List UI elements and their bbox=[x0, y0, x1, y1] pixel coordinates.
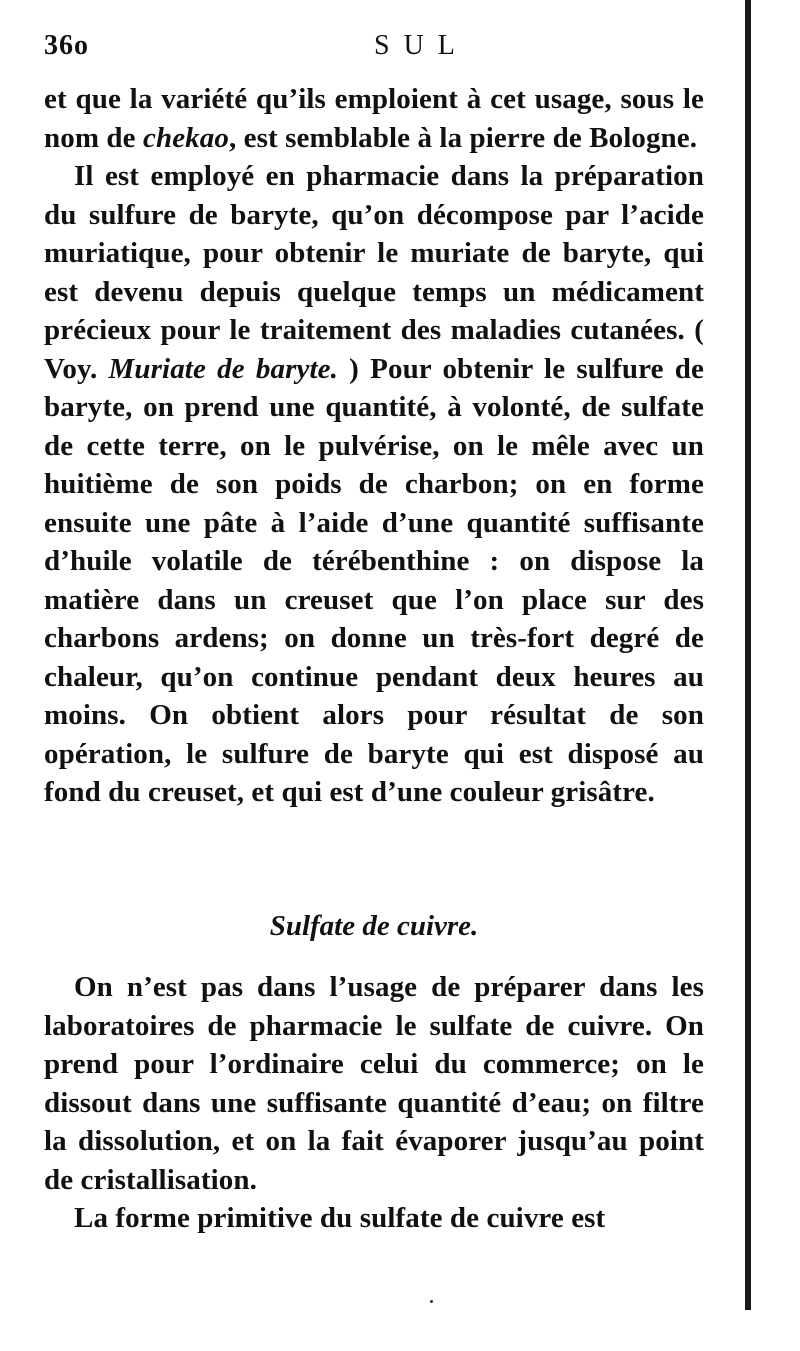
section-heading: Sulfate de cuivre. bbox=[269, 910, 479, 942]
paragraph-2-text: Il est employé en pharmacie dans la préparation du sulfure de baryte, qu’on décompose par l’acide muriatique, pour obtenir le muriate de baryte, qui est devenu depuis quelque temps un médicament précieux pour le traitement des maladies cutanées. ( Voy. bbox=[44, 160, 704, 385]
paragraph-baryte bbox=[44, 157, 704, 812]
page-edge-rule bbox=[745, 0, 751, 1310]
paragraph-continuation bbox=[44, 80, 704, 157]
page-header bbox=[44, 30, 704, 70]
running-head: SUL bbox=[374, 30, 469, 61]
paragraph-2-italic-reference: Muriate de baryte. bbox=[108, 352, 338, 385]
paragraph-1-text: et que la variété qu’ils emploient à cet usage, sous le nom de bbox=[44, 83, 704, 154]
print-speck bbox=[430, 1300, 433, 1303]
upper-text-block bbox=[44, 80, 704, 812]
paragraph-forme-primitive: La forme primitive du sulfate de cuivre est bbox=[74, 1202, 606, 1234]
lower-text-block bbox=[44, 968, 704, 1238]
page-number: 36o bbox=[44, 30, 89, 61]
paragraph-1-italic-term: chekao bbox=[143, 121, 229, 154]
paragraph-1-text-end: , est semblable à la pierre de Bologne. bbox=[228, 121, 698, 154]
paragraph-2-text-end: ) Pour obtenir le sulfure de baryte, on prend une quantité, à volonté, de sulfate de cette terre, on le pulvérise, on le mêle avec un huitième de son poids de charbon; on en forme ensuite une pâte à l’aide d’une quantité suffisante d’huile volatile de térébenthine : on dispose la matière dans un creuset que l’on place sur des charbons ardens; on donne un très-fort degré de chaleur, qu’on continue pendant deux heures au moins. On obtient alors pour résultat de son opération, le sulfure de baryte qui est disposé au fond du creuset, et qui est d’une couleur grisâtre. bbox=[44, 352, 704, 808]
paragraph-sulfate-cuivre: On n’est pas dans l’usage de préparer dans les laboratoires de pharmacie le sulfate de cuivre. On prend pour l’ordinaire celui du commerce; on le dissout dans une suffisante quantité d’eau; on filtre la dissolution, et on la fait évaporer jusqu’au point de cristallisation. bbox=[44, 971, 704, 1196]
